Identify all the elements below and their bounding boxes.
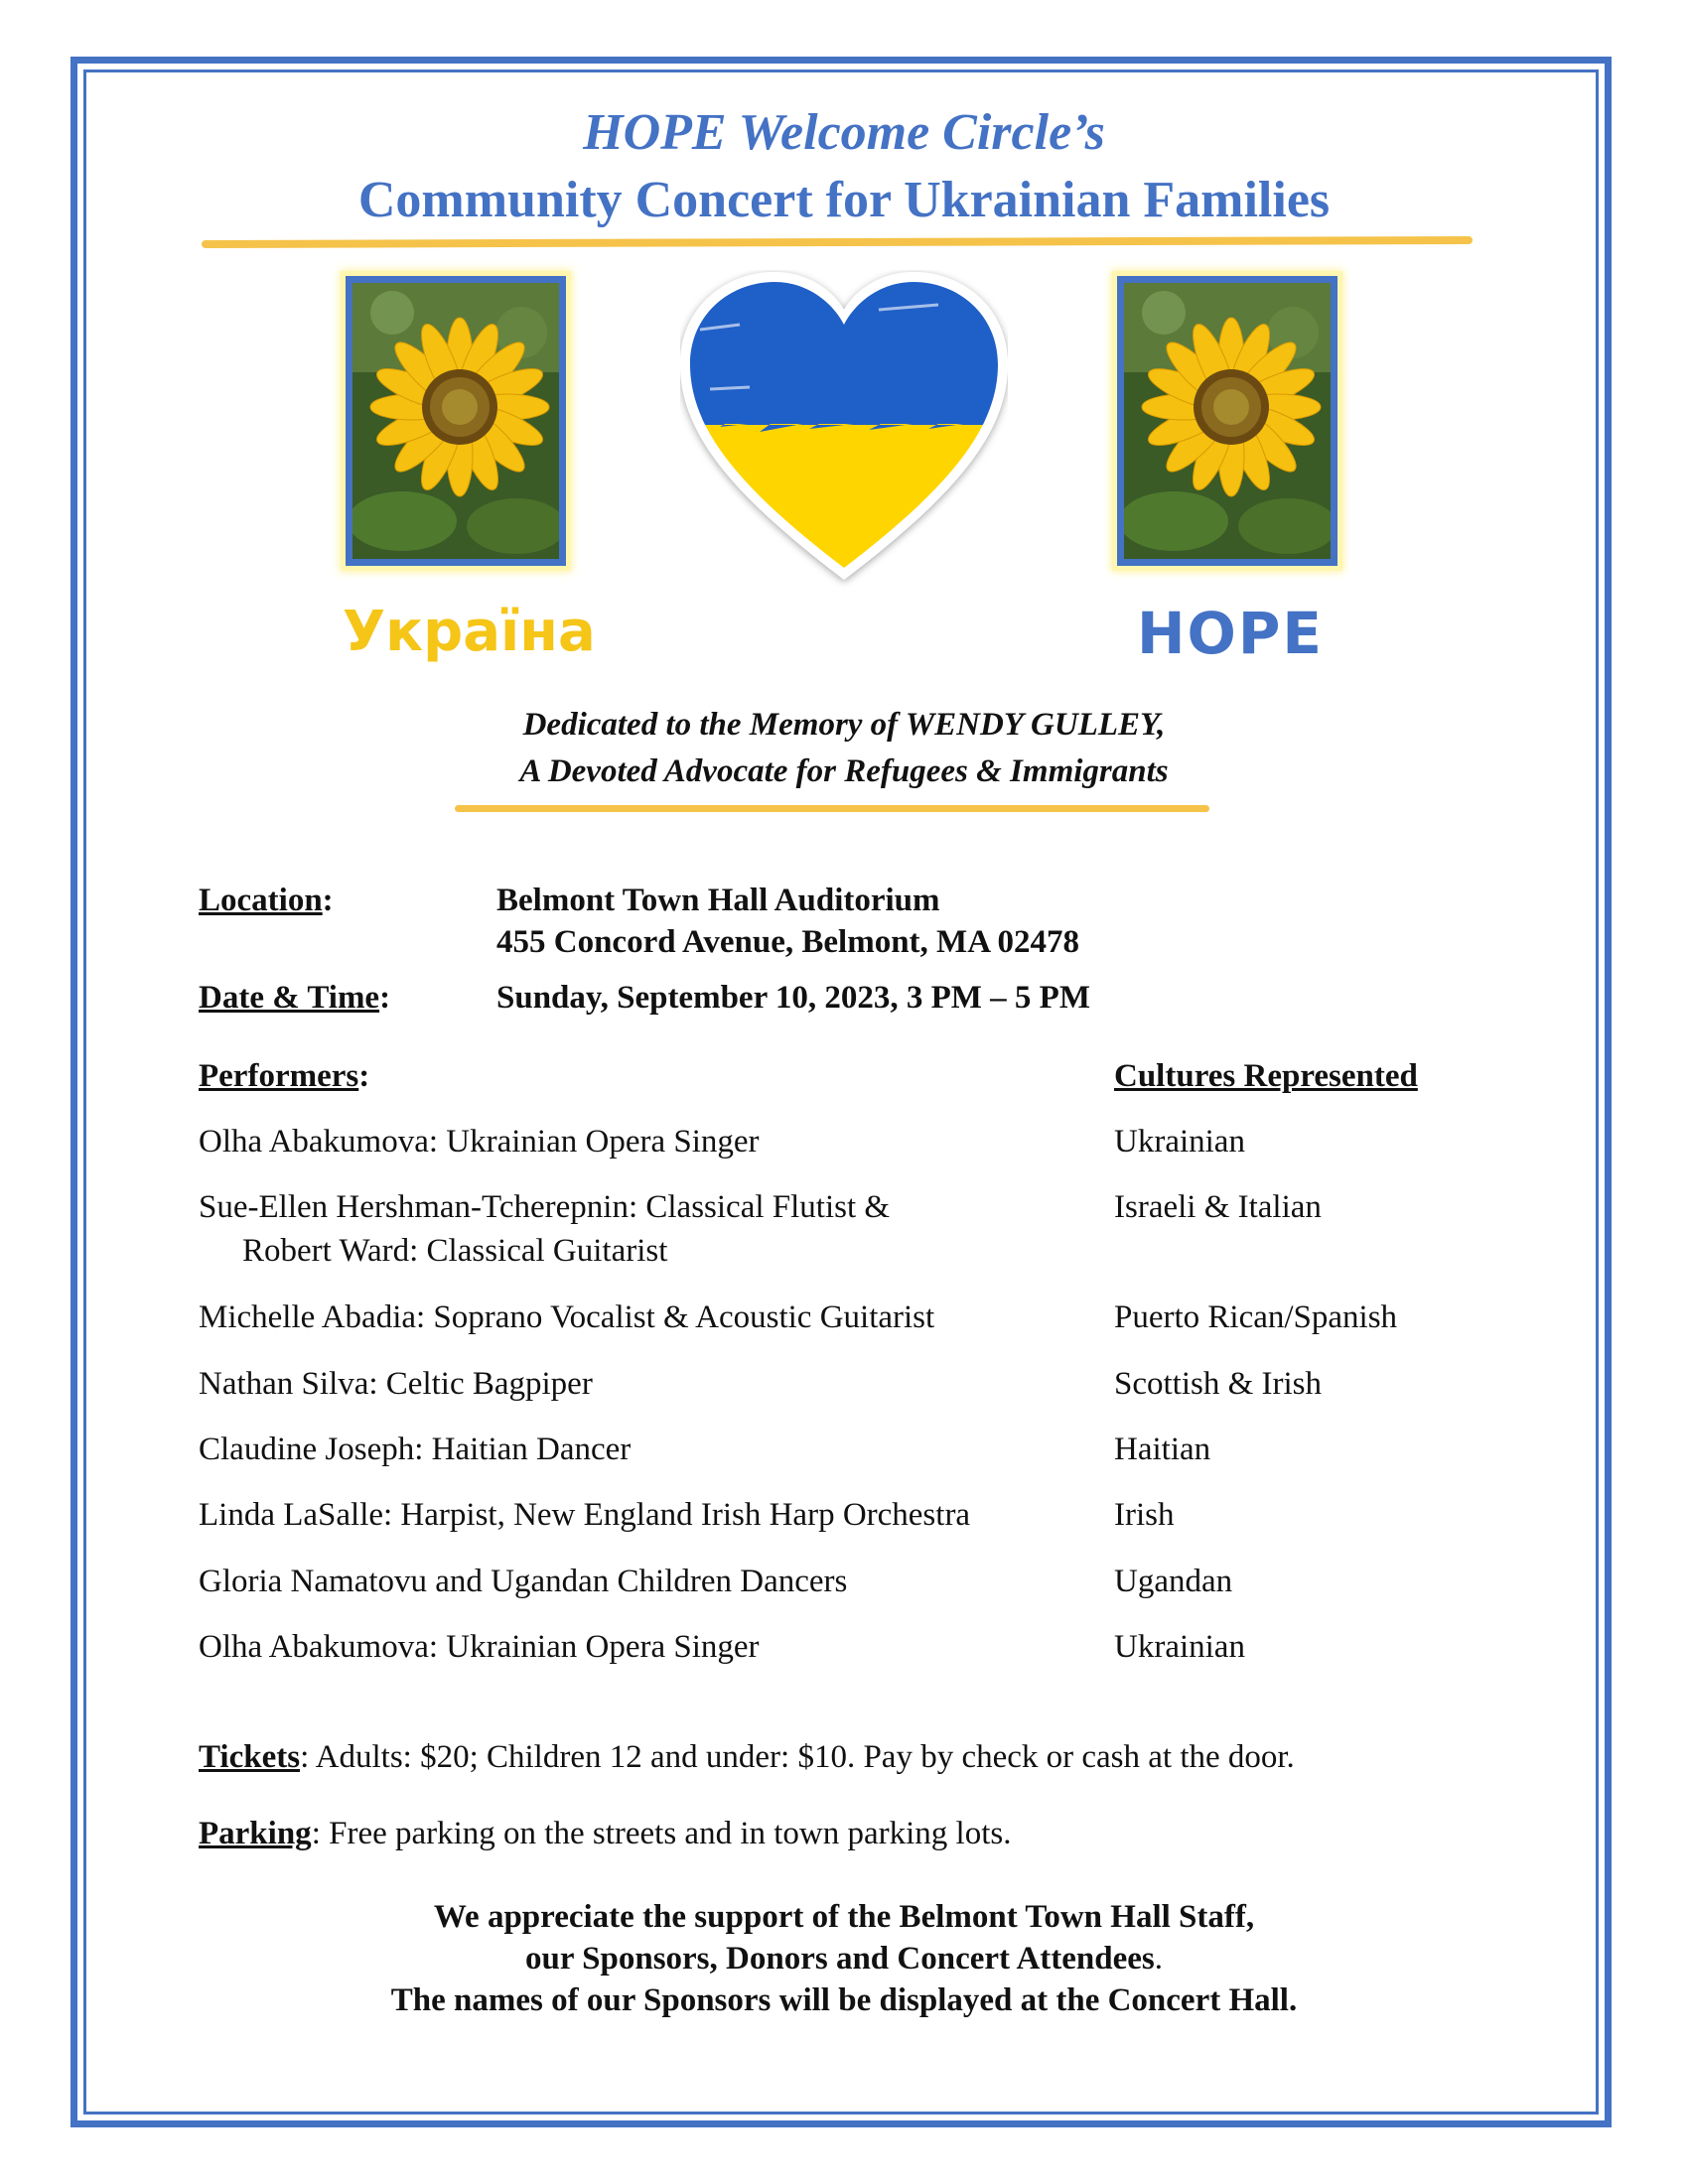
thanks-line-3: The names of our Sponsors will be displayed at the Concert Hall.	[390, 1982, 1298, 2018]
location-label: Location:	[199, 883, 334, 918]
performer-row: Gloria Namatovu and Ugandan Children Dancers	[199, 1564, 848, 1599]
title-line-1: HOPE Welcome Circle’s	[583, 104, 1105, 161]
performer-row: Sue-Ellen Hershman-Tcherepnin: Classical Flutist &	[199, 1189, 891, 1225]
title-line-2: Community Concert for Ukrainian Families	[357, 172, 1331, 228]
performer-row-continued: Robert Ward: Classical Guitarist	[242, 1233, 668, 1269]
dedication-line-2: A Devoted Advocate for Refugees & Immigrants	[519, 753, 1169, 789]
sunflower-photo-left	[346, 276, 566, 566]
caption-hope: HOPE	[1137, 600, 1324, 667]
performer-row: Olha Abakumova: Ukrainian Opera Singer	[199, 1124, 760, 1160]
performers-header: Performers:	[199, 1058, 370, 1094]
performer-row: Nathan Silva: Celtic Bagpiper	[199, 1366, 593, 1402]
thanks-line-1: We appreciate the support of the Belmont Town Hall Staff,	[433, 1899, 1255, 1935]
datetime-value: Sunday, September 10, 2023, 3 PM – 5 PM	[496, 980, 1090, 1016]
culture-cell: Ugandan	[1114, 1564, 1233, 1599]
location-line-2: 455 Concord Avenue, Belmont, MA 02478	[496, 924, 1079, 960]
culture-cell: Ukrainian	[1114, 1124, 1245, 1160]
culture-cell: Ukrainian	[1114, 1629, 1245, 1665]
parking-line: Parking: Free parking on the streets and in town parking lots.	[199, 1816, 1012, 1851]
culture-cell: Puerto Rican/Spanish	[1114, 1299, 1398, 1335]
performer-row: Michelle Abadia: Soprano Vocalist & Acoustic Guitarist	[199, 1299, 935, 1335]
ukraine-heart-image	[680, 270, 1008, 593]
datetime-label: Date & Time:	[199, 980, 391, 1016]
thanks-line-2: our Sponsors, Donors and Concert Attendees.	[524, 1941, 1164, 1977]
culture-cell: Irish	[1114, 1497, 1175, 1533]
cultures-header: Cultures Represented	[1114, 1058, 1418, 1094]
dedication-underline	[455, 805, 1209, 812]
tickets-line: Tickets: Adults: $20; Children 12 and under: $10. Pay by check or cash at the door.	[199, 1739, 1295, 1775]
culture-cell: Israeli & Italian	[1114, 1189, 1322, 1225]
performer-row: Olha Abakumova: Ukrainian Opera Singer	[199, 1629, 760, 1665]
performer-row: Claudine Joseph: Haitian Dancer	[199, 1432, 632, 1467]
sunflower-photo-right	[1117, 276, 1337, 566]
performer-row: Linda LaSalle: Harpist, New England Irish Harp Orchestra	[199, 1497, 971, 1533]
culture-cell: Scottish & Irish	[1114, 1366, 1323, 1402]
location-line-1: Belmont Town Hall Auditorium	[496, 883, 940, 918]
caption-ukraina: Україна	[343, 600, 596, 664]
culture-cell: Haitian	[1114, 1432, 1211, 1467]
dedication-line-1: Dedicated to the Memory of WENDY GULLEY,	[522, 707, 1166, 743]
